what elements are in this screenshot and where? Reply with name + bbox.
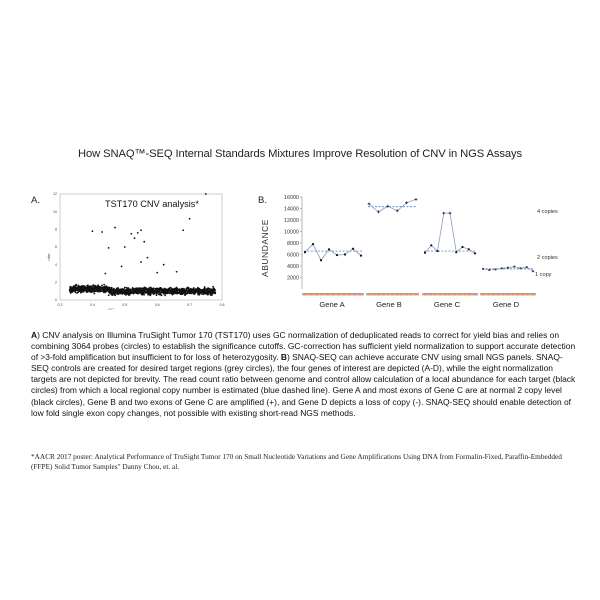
scatter-point <box>133 292 135 294</box>
control-target-track <box>366 293 419 295</box>
control-target-point <box>357 293 359 295</box>
control-target-point <box>385 293 387 295</box>
outlier-point <box>121 266 123 268</box>
scatter-point <box>153 292 155 294</box>
scatter-point <box>118 293 120 295</box>
control-target-point <box>389 293 391 295</box>
scatter-point <box>173 291 175 293</box>
scatter-point <box>156 290 158 292</box>
gene-label: Gene D <box>492 300 520 309</box>
scatter-point <box>159 287 161 289</box>
abundance-point <box>360 255 362 257</box>
scatter-point <box>129 293 131 295</box>
scatter-point <box>74 290 76 292</box>
scatter-point <box>87 285 89 287</box>
abundance-point <box>424 252 426 254</box>
abundance-point <box>461 246 463 248</box>
abundance-point <box>519 267 521 269</box>
scatter-point <box>108 294 110 296</box>
x-tick-label: 0.8 <box>219 303 225 307</box>
control-target-point <box>340 293 342 295</box>
scatter-point <box>213 287 215 289</box>
control-target-point <box>437 293 439 295</box>
scatter-point <box>190 288 192 290</box>
control-target-point <box>351 293 353 295</box>
scatter-point <box>120 292 122 294</box>
control-target-point <box>408 293 410 295</box>
abundance-point <box>482 268 484 270</box>
scatter-point <box>197 293 199 295</box>
scatter-point <box>100 287 102 289</box>
control-target-point <box>500 293 502 295</box>
scatter-point <box>97 284 99 286</box>
y-tick-label: 12000 <box>284 218 299 224</box>
scatter-point <box>92 288 94 290</box>
scatter-point <box>84 285 86 287</box>
abundance-line <box>369 199 416 212</box>
y-tick-label: 2 <box>55 280 57 285</box>
caption-panel-ref: B <box>280 352 287 363</box>
scatter-point <box>209 288 211 290</box>
scatter-point <box>194 291 196 293</box>
scatter-point <box>138 291 140 293</box>
scatter-point <box>124 293 126 295</box>
scatter-point <box>70 289 72 291</box>
y-tick-label: 14000 <box>284 206 299 213</box>
abundance-point <box>494 268 496 270</box>
x-tick-label: 0.4 <box>89 303 95 307</box>
scatter-point <box>97 291 99 293</box>
tst170-scatter-chart <box>32 190 232 310</box>
scatter-point <box>169 291 171 293</box>
scatter-point <box>196 288 198 290</box>
scatter-point <box>213 291 215 293</box>
outlier-point <box>205 193 207 195</box>
scatter-point <box>110 294 112 296</box>
scatter-point <box>192 289 194 291</box>
control-target-point <box>485 293 487 295</box>
snaq-abundance-chart <box>255 193 585 318</box>
outlier-point <box>114 227 116 229</box>
chart-title: TST170 CNV analysis* <box>105 199 199 209</box>
scatter-point <box>69 291 71 293</box>
abundance-point <box>304 251 306 253</box>
scatter-point <box>142 288 144 290</box>
control-target-point <box>346 293 348 295</box>
scatter-point <box>126 287 128 289</box>
abundance-point <box>526 266 528 268</box>
scatter-point <box>129 291 131 293</box>
amplified-marker <box>442 212 445 215</box>
y-tick-label: 10000 <box>284 229 299 236</box>
abundance-point <box>336 254 338 256</box>
scatter-point <box>211 290 213 292</box>
scatter-point <box>214 293 216 295</box>
x-tick-label: 0.6 <box>154 303 160 307</box>
control-target-point <box>466 293 468 295</box>
abundance-point <box>436 250 438 252</box>
scatter-point <box>206 290 208 292</box>
y-tick-label: 16000 <box>284 195 299 201</box>
scatter-point <box>144 286 146 288</box>
scatter-point <box>71 291 73 293</box>
y-tick-label: 4000 <box>287 264 299 270</box>
scatter-point <box>161 294 163 296</box>
control-target-point <box>308 293 310 295</box>
scatter-point <box>164 288 166 290</box>
plot-frame <box>60 194 222 300</box>
control-target-point <box>313 293 315 295</box>
gene-label: Gene A <box>319 300 345 309</box>
control-target-point <box>476 293 478 295</box>
control-target-point <box>495 293 497 295</box>
control-target-point <box>403 293 405 295</box>
control-target-point <box>505 293 507 295</box>
gene-label: Gene B <box>376 300 402 309</box>
scatter-point <box>80 287 82 289</box>
scatter-point <box>201 293 203 295</box>
scatter-point <box>123 288 125 290</box>
abundance-point <box>344 253 346 255</box>
x-axis-label: GC <box>108 308 114 310</box>
scatter-point <box>160 289 162 291</box>
scatter-point <box>143 290 145 292</box>
control-target-point <box>399 293 401 295</box>
scatter-point <box>180 292 182 294</box>
scatter-point <box>110 289 112 291</box>
y-tick-label: 8 <box>55 227 57 232</box>
y-tick-label: 2000 <box>287 275 299 282</box>
scatter-point <box>133 288 135 290</box>
outlier-point <box>156 272 158 274</box>
outlier-point <box>143 241 145 243</box>
control-target-point <box>422 293 424 295</box>
abundance-point <box>513 265 515 267</box>
scatter-point <box>140 288 142 290</box>
control-target-point <box>366 293 368 295</box>
scatter-point <box>212 286 214 288</box>
caption-text: ) SNAQ-SEQ can achieve accurate CNV using small NGS panels. SNAQ-SEQ controls are created for desired target regions (grey circles), the four genes of interest are depicted (A-D), while the eight normalization targets are not depicted for brevity. The read count ratio between genome and control allow calculation of a local abundance for each target (black circles) from which a local regional copy number is estimated (blue dashed line). Gene A and most exons of Gene C are at normal 2 copy level (black circles), Gene B and two exons of Gene C are amplified (+), and Gene D depicts a loss of copy (-). SNAQ-SEQ should enable detection of low fold single exon copy changes, not possible with existing short-read NGS methods. <box>31 352 576 418</box>
figure-caption <box>31 330 576 419</box>
abundance-point <box>474 252 476 254</box>
scatter-point <box>203 289 205 291</box>
y-axis-label: ABUNDANCE <box>260 219 270 277</box>
control-target-point <box>519 293 521 295</box>
abundance-line <box>425 213 475 253</box>
scatter-point <box>176 288 178 290</box>
control-target-point <box>412 293 414 295</box>
scatter-point <box>101 290 103 292</box>
control-target-point <box>510 293 512 295</box>
scatter-point <box>80 290 82 292</box>
scatter-point <box>145 288 147 290</box>
scatter-point <box>114 293 116 295</box>
control-target-point <box>318 293 320 295</box>
scatter-point <box>83 287 85 289</box>
abundance-point <box>501 267 503 269</box>
scatter-point <box>210 294 212 296</box>
scatter-point <box>88 289 90 291</box>
scatter-point <box>177 290 179 292</box>
scatter-point <box>150 292 152 294</box>
scatter-point <box>126 290 128 292</box>
scatter-point <box>163 291 165 293</box>
control-target-point <box>335 293 337 295</box>
control-target-point <box>394 293 396 295</box>
scatter-point <box>190 292 192 294</box>
scatter-point <box>120 289 122 291</box>
scatter-point <box>203 292 205 294</box>
scatter-point <box>180 289 182 291</box>
scatter-point <box>117 288 119 290</box>
caption-text: ) CNV analysis on Illumina TruSight Tumor 170 (TST170) uses GC normalization of deduplicated reads to correct for yield bias and relies on combining 3064 probes (circles) to establish the significance cutoffs. GC-correction has sufficient yield normalization to support accurate detection of >3-fold amplification but insufficient to for loss of heterozygosity. <box>31 330 576 363</box>
abundance-point <box>532 270 534 272</box>
scatter-point <box>127 287 129 289</box>
scatter-point <box>197 291 199 293</box>
scatter-point <box>204 286 206 288</box>
scatter-point <box>167 290 169 292</box>
scatter-point <box>115 289 117 291</box>
control-target-point <box>375 293 377 295</box>
scatter-point <box>98 286 100 288</box>
control-target-point <box>371 293 373 295</box>
scatter-point <box>171 290 173 292</box>
control-target-point <box>534 293 536 295</box>
control-target-track <box>302 293 364 295</box>
abundance-point <box>352 248 354 250</box>
control-target-point <box>329 293 331 295</box>
outlier-point <box>163 264 165 266</box>
scatter-point <box>128 289 130 291</box>
amplified-marker <box>449 212 452 215</box>
scatter-point <box>198 288 200 290</box>
caption-panel-ref: A <box>31 330 38 340</box>
scatter-point <box>95 289 97 291</box>
scatter-point <box>208 291 210 293</box>
scatter-point <box>113 290 115 292</box>
y-axis-label: ratio <box>47 253 51 261</box>
outlier-point <box>130 233 132 235</box>
control-target-point <box>529 293 531 295</box>
outlier-point <box>108 247 110 249</box>
poster-title: How SNAQ™-SEQ Internal Standards Mixtures Improve Resolution of CNV in NGS Assays <box>78 148 522 160</box>
scatter-point <box>136 290 138 292</box>
scatter-point <box>152 288 154 290</box>
y-tick-label: 6 <box>55 245 57 250</box>
y-tick-label: 4 <box>55 262 57 267</box>
control-target-point <box>442 293 444 295</box>
outlier-point <box>140 261 142 263</box>
scatter-point <box>199 292 201 294</box>
abundance-point <box>328 248 330 250</box>
control-target-point <box>480 293 482 295</box>
scatter-point <box>94 287 96 289</box>
scatter-point <box>185 294 187 296</box>
scatter-point <box>73 285 75 287</box>
scatter-point <box>206 292 208 294</box>
scatter-point <box>94 290 96 292</box>
outlier-point <box>137 232 139 234</box>
x-tick-label: 0.7 <box>187 303 193 307</box>
control-target-point <box>362 293 364 295</box>
control-target-point <box>524 293 526 295</box>
abundance-point <box>455 251 457 253</box>
control-target-track <box>422 293 478 295</box>
outlier-point <box>134 237 136 239</box>
abundance-point <box>430 244 432 246</box>
scatter-point <box>103 284 105 286</box>
outlier-point <box>147 257 149 259</box>
scatter-point <box>175 292 177 294</box>
outlier-point <box>189 218 191 220</box>
scatter-point <box>132 291 134 293</box>
scatter-point <box>124 287 126 289</box>
scatter-point <box>106 287 108 289</box>
scatter-point <box>192 291 194 293</box>
abundance-point <box>320 259 322 261</box>
control-target-point <box>461 293 463 295</box>
scatter-point <box>87 291 89 293</box>
scatter-point <box>70 286 72 288</box>
scatter-point <box>90 291 92 293</box>
control-target-point <box>490 293 492 295</box>
abundance-point <box>312 243 314 245</box>
scatter-point <box>159 293 161 295</box>
copy-annotation: 4 copies <box>537 209 558 215</box>
scatter-point <box>183 292 185 294</box>
outlier-point <box>124 246 126 248</box>
x-tick-label: 0.5 <box>122 303 128 307</box>
scatter-point <box>103 287 105 289</box>
scatter-point <box>181 293 183 295</box>
scatter-point <box>108 290 110 292</box>
control-target-point <box>471 293 473 295</box>
copy-annotation: 2 copies <box>537 255 558 261</box>
panel-b-label: B. <box>258 195 267 206</box>
scatter-point <box>188 290 190 292</box>
outlier-point <box>182 229 184 231</box>
scatter-point <box>165 291 167 293</box>
scatter-point <box>156 294 158 296</box>
outlier-point <box>176 271 178 273</box>
scatter-point <box>116 291 118 293</box>
scatter-point <box>101 284 103 286</box>
gene-label: Gene C <box>433 300 461 309</box>
scatter-point <box>141 290 143 292</box>
scatter-point <box>76 292 78 294</box>
outlier-point <box>140 229 142 231</box>
y-tick-label: 12 <box>53 192 57 197</box>
scatter-point <box>164 295 166 297</box>
control-target-point <box>514 293 516 295</box>
scatter-point <box>163 293 165 295</box>
scatter-point <box>147 291 149 293</box>
control-target-track <box>480 293 536 295</box>
scatter-point <box>75 289 77 291</box>
x-tick-label: 0.3 <box>57 303 63 307</box>
copy-annotation: 1 copy <box>535 272 552 278</box>
scatter-point <box>124 291 126 293</box>
outlier-point <box>92 230 94 232</box>
y-tick-label: 6000 <box>287 252 299 259</box>
scatter-point <box>151 290 153 292</box>
scatter-point <box>121 291 123 293</box>
control-target-point <box>417 293 419 295</box>
abundance-point <box>468 248 470 250</box>
control-target-point <box>452 293 454 295</box>
scatter-point <box>110 292 112 294</box>
scatter-point <box>82 290 84 292</box>
reference-footnote: *AACR 2017 poster: Analytical Performance of TruSight Tumor 170 on Small Nucleotide Variations and Gene Amplifications Using DNA from Formalin-Fixed, Paraffin-Embedded (FFPE) Solid Tumor Samples" Danny Chou, et. al. <box>31 452 562 471</box>
scatter-point <box>188 287 190 289</box>
scatter-point <box>104 290 106 292</box>
control-target-point <box>380 293 382 295</box>
outlier-point <box>101 231 103 233</box>
scatter-point <box>113 288 115 290</box>
scatter-point <box>207 294 209 296</box>
y-tick-label: 8000 <box>287 241 299 247</box>
abundance-line <box>305 244 361 260</box>
scatter-point <box>130 289 132 291</box>
scatter-point <box>108 287 110 289</box>
control-target-point <box>324 293 326 295</box>
amplified-marker <box>415 198 418 201</box>
abundance-point <box>488 269 490 271</box>
scatter-point <box>161 288 163 290</box>
scatter-point <box>78 290 80 292</box>
scatter-point <box>205 288 207 290</box>
control-target-point <box>427 293 429 295</box>
control-target-point <box>447 293 449 295</box>
scatter-point <box>74 285 76 287</box>
panel-a-label: A. <box>31 195 40 206</box>
scatter-point <box>141 294 143 296</box>
control-target-point <box>302 293 304 295</box>
y-tick-label: 10 <box>53 209 57 214</box>
control-target-point <box>456 293 458 295</box>
outlier-point <box>104 273 106 275</box>
y-tick-label: 0 <box>55 298 57 303</box>
control-target-point <box>432 293 434 295</box>
scatter-point <box>149 294 151 296</box>
scatter-point <box>182 288 184 290</box>
scatter-point <box>86 287 88 289</box>
scatter-point <box>93 293 95 295</box>
abundance-point <box>507 267 509 269</box>
scatter-point <box>111 287 113 289</box>
